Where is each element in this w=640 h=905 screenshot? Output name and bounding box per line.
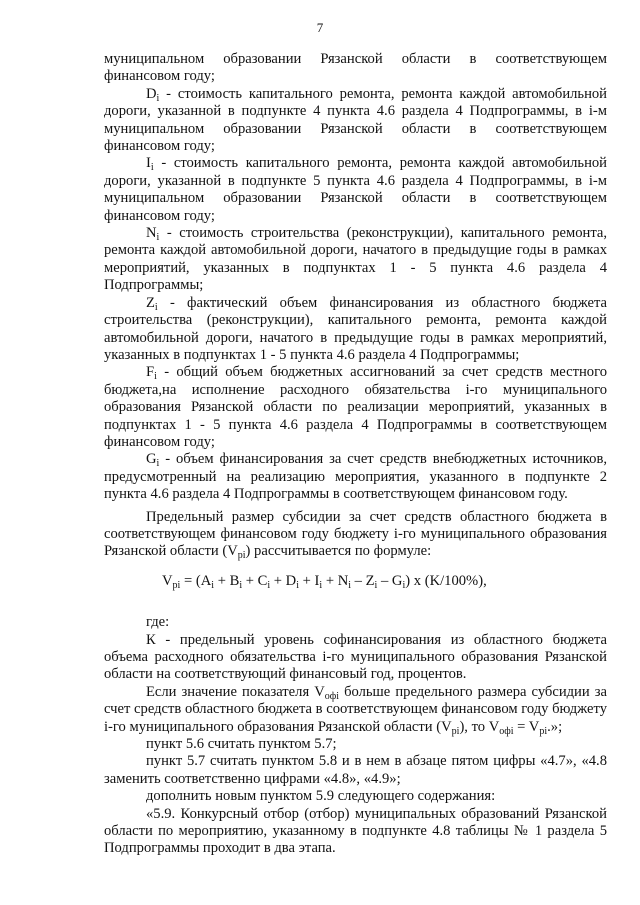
definition-g: $G_i$ - объем финансирования за счет средств внебюджетных источников, предусмотренный на реализацию мероприятия, указанного в подпункте 2 пункта 4.6 раздела 4 Подпрограммы в соответствующем финансовом году. [104, 451, 607, 503]
document-body [104, 51, 607, 858]
where-label: где: [146, 614, 170, 631]
definition-z: $Z_i$ - фактический объем финансирования из областного бюджета строительства (реконструкции), капитального ремонта, ремонта каждой автомобильной дороги, начатого в предыдущие годы в рамках мероприятий, указанных в подпунктах 1 - 5 пункта 4.6 раздела 4 Подпрограммы; [104, 294, 607, 363]
vofi-condition-paragraph: Если значение показателя $V_{офi}$ больше предельного размера субсидии за счет средств областного бюджета в соответствующем финансовом году бюджету i-го муниципального образования Рязанской области $(V_{pi})$, то $V_{офi} = V_{pi}$.»; [104, 683, 607, 737]
paragraph-continuation: муниципальном образовании Рязанской области в соответствующем финансовом году; [104, 51, 607, 85]
amendment-5-9-intro: дополнить новым пунктом 5.9 следующего содержания: [146, 788, 496, 805]
definition-d: $D_i$ - стоимость капитального ремонта, ремонта каждой автомобильной дороги, указанной в подпункте 4 пункта 4.6 раздела 4 Подпрограммы, в i-м муниципальном образовании Рязанской области в соответствующем финансовом году; [104, 85, 607, 155]
new-clause-5-9: «5.9. Конкурсный отбор (отбор) муниципальных образований Рязанской области по мероприятию, указанному в подпункте 4.8 таблицы № 1 раздела 5 Подпрограммы проходит в два этапа. [104, 805, 607, 857]
limit-intro-paragraph: Предельный размер субсидии за счет средств областного бюджета в соответствующем финансовом году бюджету i-го муниципального образования Рязанской области $(V_{pi})$ рассчитывается по формуле: [104, 508, 607, 562]
definition-i: $I_i$ - стоимость капитального ремонта, ремонта каждой автомобильной дороги, указанной в подпункте 5 пункта 4.6 раздела 4 Подпрограммы, в i-м муниципальном образовании Рязанской области в соответствующем финансовом году; [104, 155, 607, 224]
amendment-5-6: пункт 5.6 считать пунктом 5.7; [146, 736, 337, 753]
definition-n: $N_i$ - стоимость строительства (реконструкции), капитального ремонта, ремонта каждой автомобильной дороги, начатого в предыдущие годы в рамках мероприятий, указанных в подпунктах 1 - 5 пункта 4.6 раздела 4 Подпрограммы; [104, 225, 607, 294]
subsidy-formula: $V_{pi} = (A_i + B_i + C_i + D_i + I_i + N_i - Z_i - G_i)$ x (K/100%), [162, 572, 487, 591]
page-number: 7 [316, 20, 324, 35]
definition-k: К - предельный уровень софинансирования из областного бюджета объема расходного обязательства i-го муниципального образования Рязанской области на соответствующий финансовый год, процентов. [104, 631, 607, 683]
definition-f: $F_i$ - общий объем бюджетных ассигнований за счет средств местного бюджета,на исполнение расходного обязательства i-го муниципального образования Рязанской области по реализации мероприятий, указанных в подпунктах 1 - 5 пункта 4.6 раздела 4 Подпрограммы в соответствующем финансовом году; [104, 364, 607, 450]
amendment-5-7: пункт 5.7 считать пунктом 5.8 и в нем в абзаце пятом цифры «4.7», «4.8 заменить соответственно цифрами «4.8», «4.9»; [104, 753, 607, 787]
